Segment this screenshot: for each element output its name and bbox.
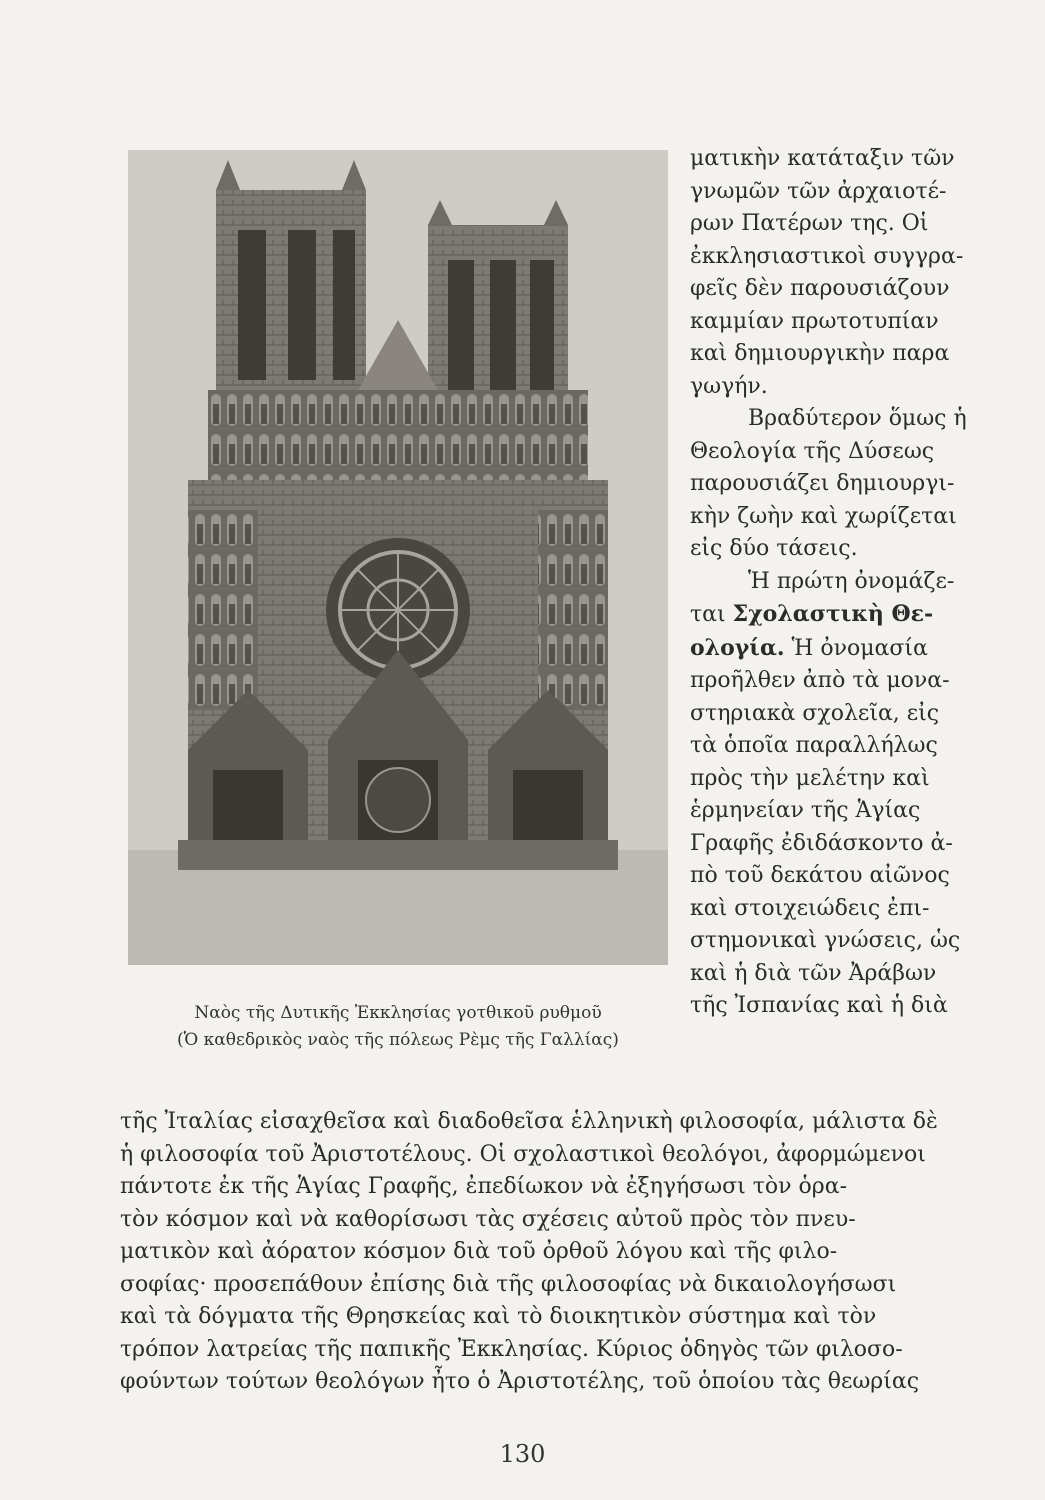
text-line: Γραφῆς ἐδιδάσκοντο ἀ- bbox=[690, 830, 953, 856]
text-line: φούντων τούτων θεολόγων ἦτο ὁ Ἀριστοτέλης, τοῦ ὁποίου τὰς θεωρίας bbox=[120, 1369, 920, 1394]
text-line: ματικὴν κατάταξιν τῶν bbox=[690, 146, 955, 171]
text-line: ἑρμηνείαν τῆς Ἁγίας bbox=[690, 798, 921, 823]
text-line: σοφίας· προσεπάθουν ἐπίσης διὰ τῆς φιλοσοφίας νὰ δικαιολογήσωσι bbox=[120, 1271, 897, 1297]
text-line: καὶ ἡ διὰ τῶν Ἀράβων bbox=[690, 960, 937, 986]
text-line: ἡ φιλοσοφία τοῦ Ἀριστοτέλους. Οἱ σχολαστικοὶ θεολόγοι, ἀφορμώμενοι bbox=[120, 1141, 926, 1167]
side-column-text bbox=[690, 143, 990, 1023]
text-line: προῆλθεν ἀπὸ τὰ μονα- bbox=[690, 668, 950, 693]
text-line: τὰ ὁποῖα παραλλήλως bbox=[690, 733, 938, 758]
text-line: τῆς Ἰσπανίας καὶ ἡ διὰ bbox=[690, 993, 948, 1018]
text-line: φεῖς δὲν παρουσιάζουν bbox=[690, 276, 950, 301]
text-line: γνωμῶν τῶν ἀρχαιοτέ- bbox=[690, 178, 947, 204]
caption-line-1: Ναὸς τῆς Δυτικῆς Ἐκκλησίας γοτθικοῦ ρυθμοῦ bbox=[194, 1003, 602, 1023]
text-fragment: Ἡ ὀνομασία bbox=[791, 635, 928, 661]
text-line: Βραδύτερον ὅμως ἡ bbox=[748, 406, 967, 431]
cathedral-image bbox=[128, 150, 668, 965]
text-line: γωγήν. bbox=[690, 373, 768, 399]
text-line: Θεολογία τῆς Δύσεως bbox=[690, 438, 935, 464]
caption-line-2: (Ὁ καθεδρικὸς ναὸς τῆς πόλεως Ρὲμς τῆς Γαλλίας) bbox=[177, 1030, 619, 1050]
text-line: τῆς Ἰταλίας εἰσαχθεῖσα καὶ διαδοθεῖσα ἑλληνικὴ φιλοσοφία, μάλιστα δὲ bbox=[120, 1109, 938, 1134]
text-line: εἰς δύο τάσεις. bbox=[690, 536, 858, 561]
text-line: καὶ δημιουργικὴν παρα bbox=[690, 341, 950, 366]
text-line: στημονικαὶ γνώσεις, ὡς bbox=[690, 928, 961, 953]
text-line: πρὸς τὴν μελέτην καὶ bbox=[690, 765, 930, 791]
text-line: τὸν κόσμον καὶ νὰ καθορίσωσι τὰς σχέσεις αὐτοῦ πρὸς τὸν πνευ- bbox=[120, 1206, 856, 1232]
text-line: Ἡ πρώτη ὀνομάζε- bbox=[748, 568, 955, 594]
text-line: παρουσιάζει δημιουργι- bbox=[690, 471, 955, 496]
text-line: καὶ τὰ δόγματα τῆς Θρησκείας καὶ τὸ διοικητικὸν σύστημα καὶ τὸν bbox=[120, 1304, 877, 1329]
text-line: κὴν ζωὴν καὶ χωρίζεται bbox=[690, 503, 957, 529]
full-width-text bbox=[120, 1106, 990, 1399]
text-line: καμμίαν πρωτοτυπίαν bbox=[690, 308, 939, 334]
text-line: πὸ τοῦ δεκάτου αἰῶνος bbox=[690, 863, 950, 888]
text-fragment: ται bbox=[690, 602, 726, 627]
text-line: καὶ στοιχειώδεις ἐπι- bbox=[690, 895, 930, 921]
figure-caption bbox=[128, 1000, 668, 1054]
text-line: ματικὸν καὶ ἀόρατον κόσμον διὰ τοῦ ὀρθοῦ λόγου καὶ τῆς φιλο- bbox=[120, 1239, 838, 1264]
text-line: πάντοτε ἐκ τῆς Ἁγίας Γραφῆς, ἐπεδίωκον νὰ ἐξηγήσωσι τὸν ὁρα- bbox=[120, 1174, 847, 1199]
text-line: ἐκκλησιαστικοὶ συγγρα- bbox=[690, 243, 964, 269]
text-line bbox=[690, 598, 990, 632]
page-number: 130 bbox=[499, 1440, 546, 1468]
text-line: τρόπον λατρείας τῆς παπικῆς Ἐκκλησίας. Κύριος ὁδηγὸς τῶν φιλοσο- bbox=[120, 1336, 903, 1362]
cathedral-photo bbox=[128, 150, 668, 965]
text-line: ρων Πατέρων της. Οἱ bbox=[690, 211, 929, 236]
bold-term: Σχολαστικὴ Θε- bbox=[732, 601, 934, 627]
bold-term: ολογία. bbox=[690, 634, 785, 661]
text-line bbox=[690, 632, 990, 666]
text-line: στηριακὰ σχολεῖα, εἰς bbox=[690, 700, 940, 726]
